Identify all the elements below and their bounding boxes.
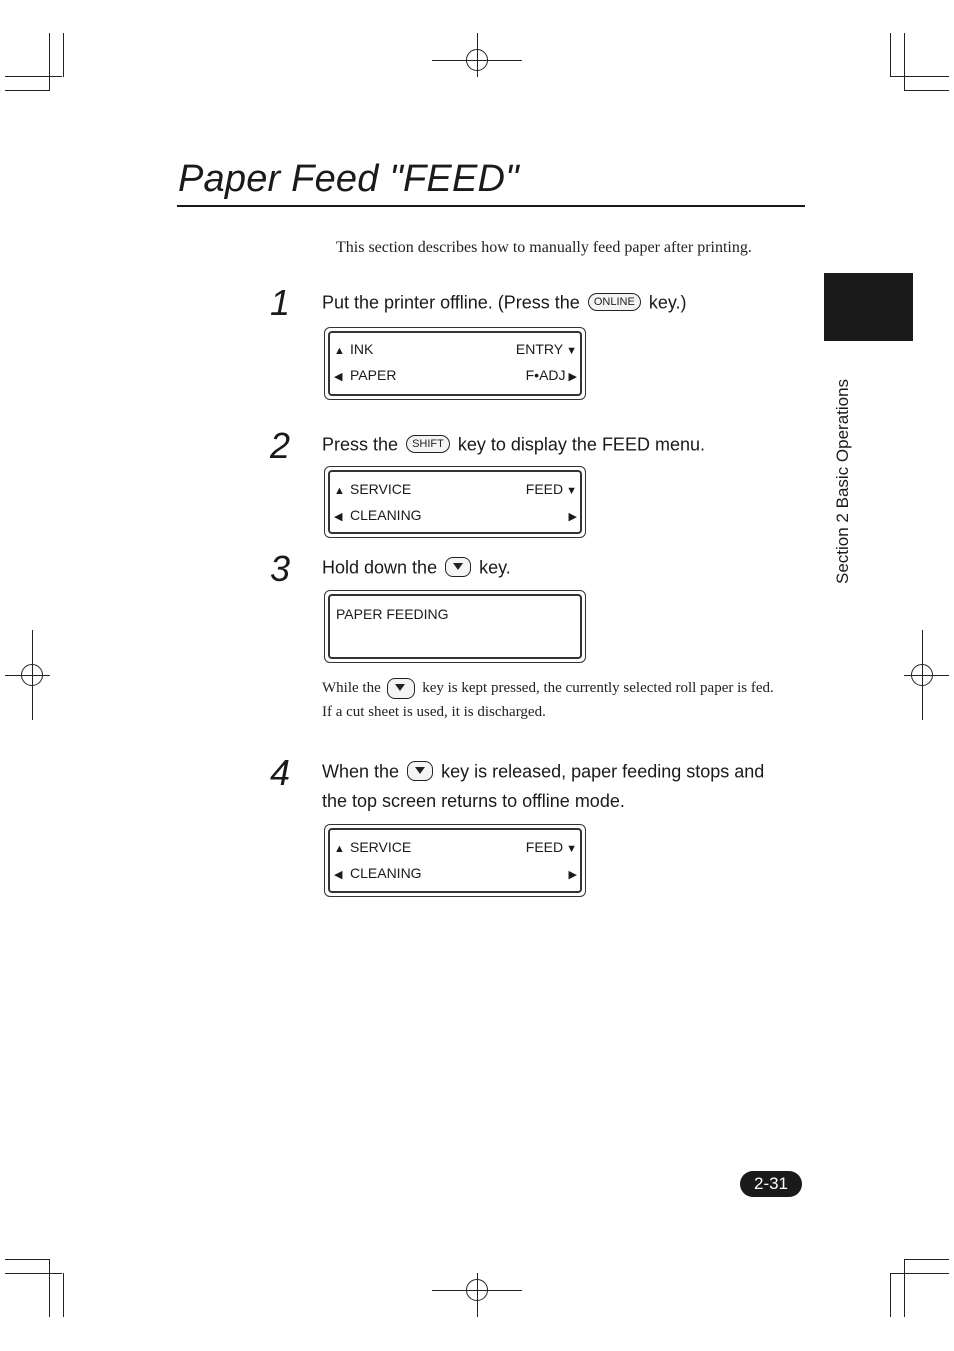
down-arrow-icon: ▼	[566, 843, 577, 855]
right-arrow-icon: ▶	[568, 371, 577, 383]
up-arrow-icon: ▲	[334, 843, 345, 855]
up-arrow-icon: ▲	[334, 485, 345, 497]
right-arrow-icon: ▶	[568, 869, 577, 881]
lcd-display: PAPER FEEDING	[324, 590, 586, 663]
step-2-text: Press the SHIFT key to display the FEED menu.	[322, 434, 705, 455]
step-3-text: Hold down the key.	[322, 557, 511, 578]
right-arrow-icon: ▶	[568, 511, 577, 523]
step-4-text: When the key is released, paper feeding stops and the top screen returns to offline mode.	[322, 761, 765, 812]
step-number: 4	[270, 752, 291, 793]
shift-key-icon: SHIFT	[406, 435, 450, 453]
intro-text: This section describes how to manually feed paper after printing.	[336, 239, 752, 256]
down-arrow-icon: ▼	[566, 345, 577, 357]
down-key-icon	[387, 678, 415, 699]
step-number: 1	[270, 282, 291, 323]
step-number: 2	[270, 425, 291, 466]
section-label: Section 2 Basic Operations	[833, 378, 852, 584]
step-1-text: Put the printer offline. (Press the ONLINE key.)	[322, 292, 687, 313]
left-arrow-icon: ◀	[334, 869, 343, 881]
online-key-icon: ONLINE	[588, 293, 641, 311]
page-number: 2-31	[740, 1171, 802, 1197]
down-key-icon	[407, 761, 433, 781]
title-rule	[177, 205, 805, 207]
left-arrow-icon: ◀	[334, 371, 343, 383]
lcd-display: ▲ SERVICE FEED ▼ ◀ CLEANING ▶	[324, 466, 586, 538]
left-arrow-icon: ◀	[334, 511, 343, 523]
step-number: 3	[270, 548, 291, 589]
lcd-display: ▲ INK ENTRY ▼ ◀ PAPER F•ADJ ▶	[324, 327, 586, 400]
down-key-icon	[445, 557, 471, 577]
lcd-display: ▲ SERVICE FEED ▼ ◀ CLEANING ▶	[324, 824, 586, 897]
section-tab	[824, 273, 913, 341]
page-title: Paper Feed "FEED"	[178, 158, 519, 200]
down-arrow-icon: ▼	[566, 485, 577, 497]
note-text: While the key is kept pressed, the currently selected roll paper is fed. If a cut sheet is used, it is discharged.	[322, 680, 774, 720]
up-arrow-icon: ▲	[334, 345, 345, 357]
